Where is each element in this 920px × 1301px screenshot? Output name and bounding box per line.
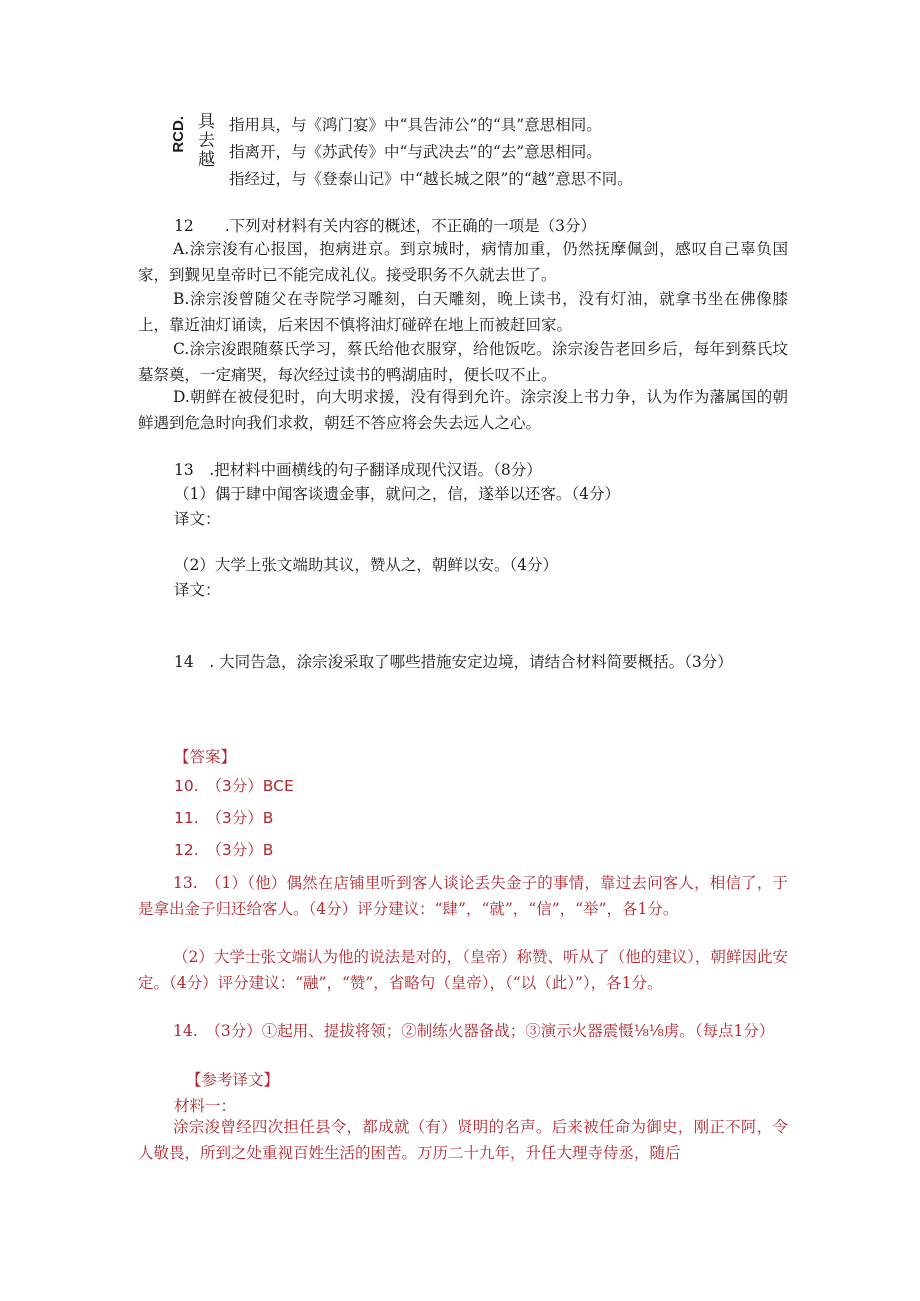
word-yue: 越 xyxy=(198,150,215,170)
answer-14: 14. （3分）①起用、提拔将领；②制练火器备战；③演示火器震慑⅛⅛虏。（每点1分） xyxy=(173,1022,775,1040)
option-line-1: 指用具，与《鸿门宴》中“具告沛公”的“具”意思相同。 xyxy=(229,116,602,134)
answer-11: 11. （3分）B xyxy=(174,809,274,827)
q14-stem: 14 . 大同告急，涂宗浚采取了哪些措施安定边境，请结合材料简要概括。（3分） xyxy=(174,653,733,671)
option-line-2: 指离开，与《苏武传》中“与武决去”的“去”意思相同。 xyxy=(229,143,602,161)
q13-sentence-1: （1）偶于肆中闻客谈遗金事，就问之，信，遂举以还客。（4分） xyxy=(174,485,620,503)
q13-sentence-2: （2）大学上张文端助其议，赞从之，朝鲜以安。（4分） xyxy=(174,556,558,574)
word-ju: 具 xyxy=(198,112,215,132)
answer-13-part-1: 13. （1）（他）偶然在店铺里听到客人谈论丢失金子的事情，靠过去问客人，相信了，于是拿出金子归还给客人。（4分）评分建议：“肆”，“就”，“信”，“举”，各1分。 xyxy=(138,874,788,918)
q13-translation-label-1: 译文： xyxy=(174,510,221,528)
q12-option-c: C.涂宗浚跟随蔡氏学习，蔡氏给他衣服穿，给他饭吃。涂宗浚告老回乡后，每年到蔡氏坟墓祭奠，一定痛哭，每次经过读书的鸭湖庙时，便长叹不止。 xyxy=(138,340,788,384)
answer-10: 10. （3分）BCE xyxy=(174,777,294,795)
q12-stem: 12 .下列对材料有关内容的概述，不正确的一项是（3分） xyxy=(174,217,597,235)
answers-header: 【答案】 xyxy=(174,748,237,766)
options-word-stack xyxy=(198,113,220,170)
reference-material-label: 材料一： xyxy=(174,1097,237,1115)
word-qu: 去 xyxy=(198,131,215,151)
answer-12: 12. （3分）B xyxy=(174,841,274,859)
q13-translation-label-2: 译文： xyxy=(174,581,221,599)
q12-option-d: D.朝鲜在被侵犯时，向大明求援，没有得到允许。涂宗浚上书力争，认为作为藩属国的朝鲜遇到危急时向我们求救，朝廷不答应将会失去远人之心。 xyxy=(138,388,788,432)
reference-header: 【参考译文】 xyxy=(186,1071,280,1089)
option-line-3: 指经过，与《登泰山记》中“越长城之限”的“越”意思不同。 xyxy=(229,170,633,188)
answer-13-part-2: （2）大学士张文端认为他的说法是对的，（皇帝）称赞、听从了（他的建议），朝鲜因此安定。（4分）评分建议：“融”，“赞”，省略句（皇帝），（“以（此）”），各1分。 xyxy=(138,948,788,992)
q12-option-b: B.涂宗浚曾随父在寺院学习雕刻，白天雕刻，晚上读书，没有灯油，就拿书坐在佛像膝上，靠近油灯诵读，后来因不慎将油灯碰碎在地上而被赶回家。 xyxy=(138,290,788,334)
reference-text: 涂宗浚曾经四次担任县令，都成就（有）贤明的名声。后来被任命为御史，刚正不阿，令人敬畏，所到之处重视百姓生活的困苦。万历二十九年，升任大理寺侍丞，随后 xyxy=(138,1118,788,1162)
options-side-label: RCD. xyxy=(170,116,187,153)
q12-option-a: A.涂宗浚有心报国，抱病进京。到京城时，病情加重，仍然抚摩佩剑，感叹自己辜负国家，到觐见皇帝时已不能完成礼仪。接受职务不久就去世了。 xyxy=(138,240,788,284)
q13-stem: 13 .把材料中画横线的句子翻译成现代汉语。（8分） xyxy=(174,461,542,479)
